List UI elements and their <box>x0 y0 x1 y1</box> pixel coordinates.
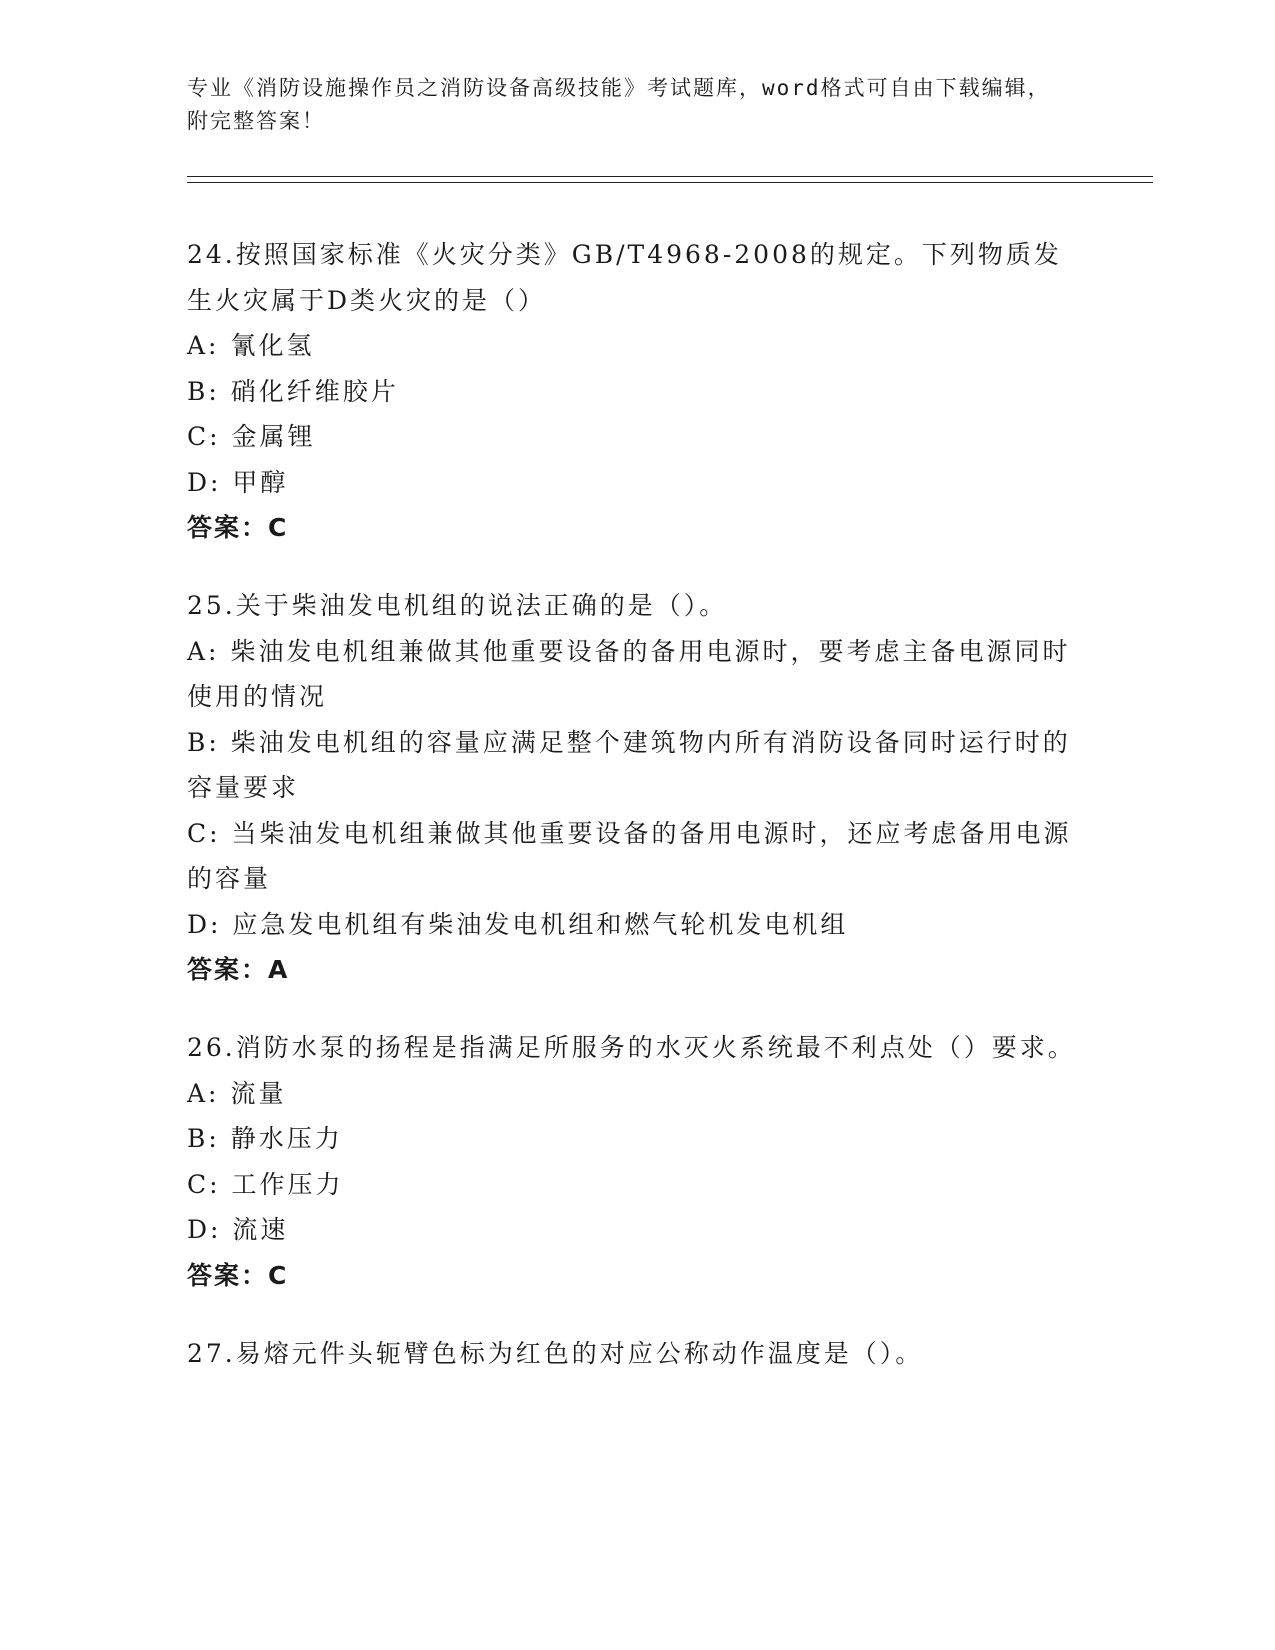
option-text: 柴油发电机组的容量应满足整个建筑物内所有消防设备同时运行时的容量要求 <box>187 727 1071 802</box>
option-text: 金属锂 <box>231 422 316 451</box>
option-b <box>187 1116 1077 1162</box>
option-text: 静水压力 <box>230 1124 343 1153</box>
header-divider-bottom <box>187 182 1153 183</box>
question-24 <box>187 232 1077 550</box>
option-letter: B: <box>187 376 220 406</box>
option-letter: D: <box>187 1215 222 1244</box>
question-stem: 26.消防水泵的扬程是指满足所服务的水灭火系统最不利点处（）要求。 <box>187 1033 1076 1062</box>
question-25 <box>187 583 1077 992</box>
option-c <box>187 1162 1077 1208</box>
option-b <box>187 369 1077 415</box>
header-divider-top <box>187 176 1153 177</box>
option-letter: B: <box>187 727 220 757</box>
option-letter: C: <box>187 1169 221 1199</box>
option-letter: C: <box>187 818 221 848</box>
option-a <box>187 323 1077 369</box>
option-a <box>187 1071 1077 1117</box>
option-letter: A: <box>187 636 220 666</box>
option-text: 硝化纤维胶片 <box>230 376 399 406</box>
option-text: 氰化氢 <box>230 331 315 360</box>
option-text: 流速 <box>232 1215 289 1244</box>
option-d <box>187 460 1077 506</box>
document-header: 专业《消防设施操作员之消防设备高级技能》考试题库，word格式可自由下载编辑，附完整答案！ <box>187 76 1051 133</box>
option-letter: D: <box>187 467 222 497</box>
question-26 <box>187 1025 1077 1298</box>
question-list <box>187 232 1077 1409</box>
option-d <box>187 902 1077 948</box>
option-text: 甲醇 <box>232 467 289 497</box>
option-text: 工作压力 <box>231 1169 344 1199</box>
option-d <box>187 1207 1077 1253</box>
answer-line: 答案：A <box>187 955 290 984</box>
answer-line: 答案：C <box>187 1260 289 1290</box>
option-text: 应急发电机组有柴油发电机组和燃气轮机发电机组 <box>232 909 849 939</box>
option-b <box>187 720 1077 811</box>
option-letter: B: <box>187 1124 220 1153</box>
answer-line: 答案：C <box>187 513 289 542</box>
option-letter: A: <box>187 1078 220 1108</box>
option-c <box>187 414 1077 460</box>
question-stem: 24.按照国家标准《火灾分类》GB/T4968-2008的规定。下列物质发生火灾属于D类火灾的是（） <box>187 240 1062 315</box>
option-text: 当柴油发电机组兼做其他重要设备的备用电源时，还应考虑备用电源的容量 <box>187 818 1072 893</box>
option-letter: C: <box>187 422 221 451</box>
question-stem: 27.易熔元件头轭臂色标为红色的对应公称动作温度是（）。 <box>187 1338 924 1368</box>
option-text: 流量 <box>230 1078 287 1108</box>
question-27 <box>187 1331 1077 1377</box>
option-letter: A: <box>187 331 220 360</box>
option-a <box>187 629 1077 720</box>
question-stem: 25.关于柴油发电机组的说法正确的是（）。 <box>187 591 728 620</box>
option-letter: D: <box>187 909 222 939</box>
option-text: 柴油发电机组兼做其他重要设备的备用电源时，要考虑主备电源同时使用的情况 <box>187 636 1071 711</box>
option-c <box>187 811 1077 902</box>
